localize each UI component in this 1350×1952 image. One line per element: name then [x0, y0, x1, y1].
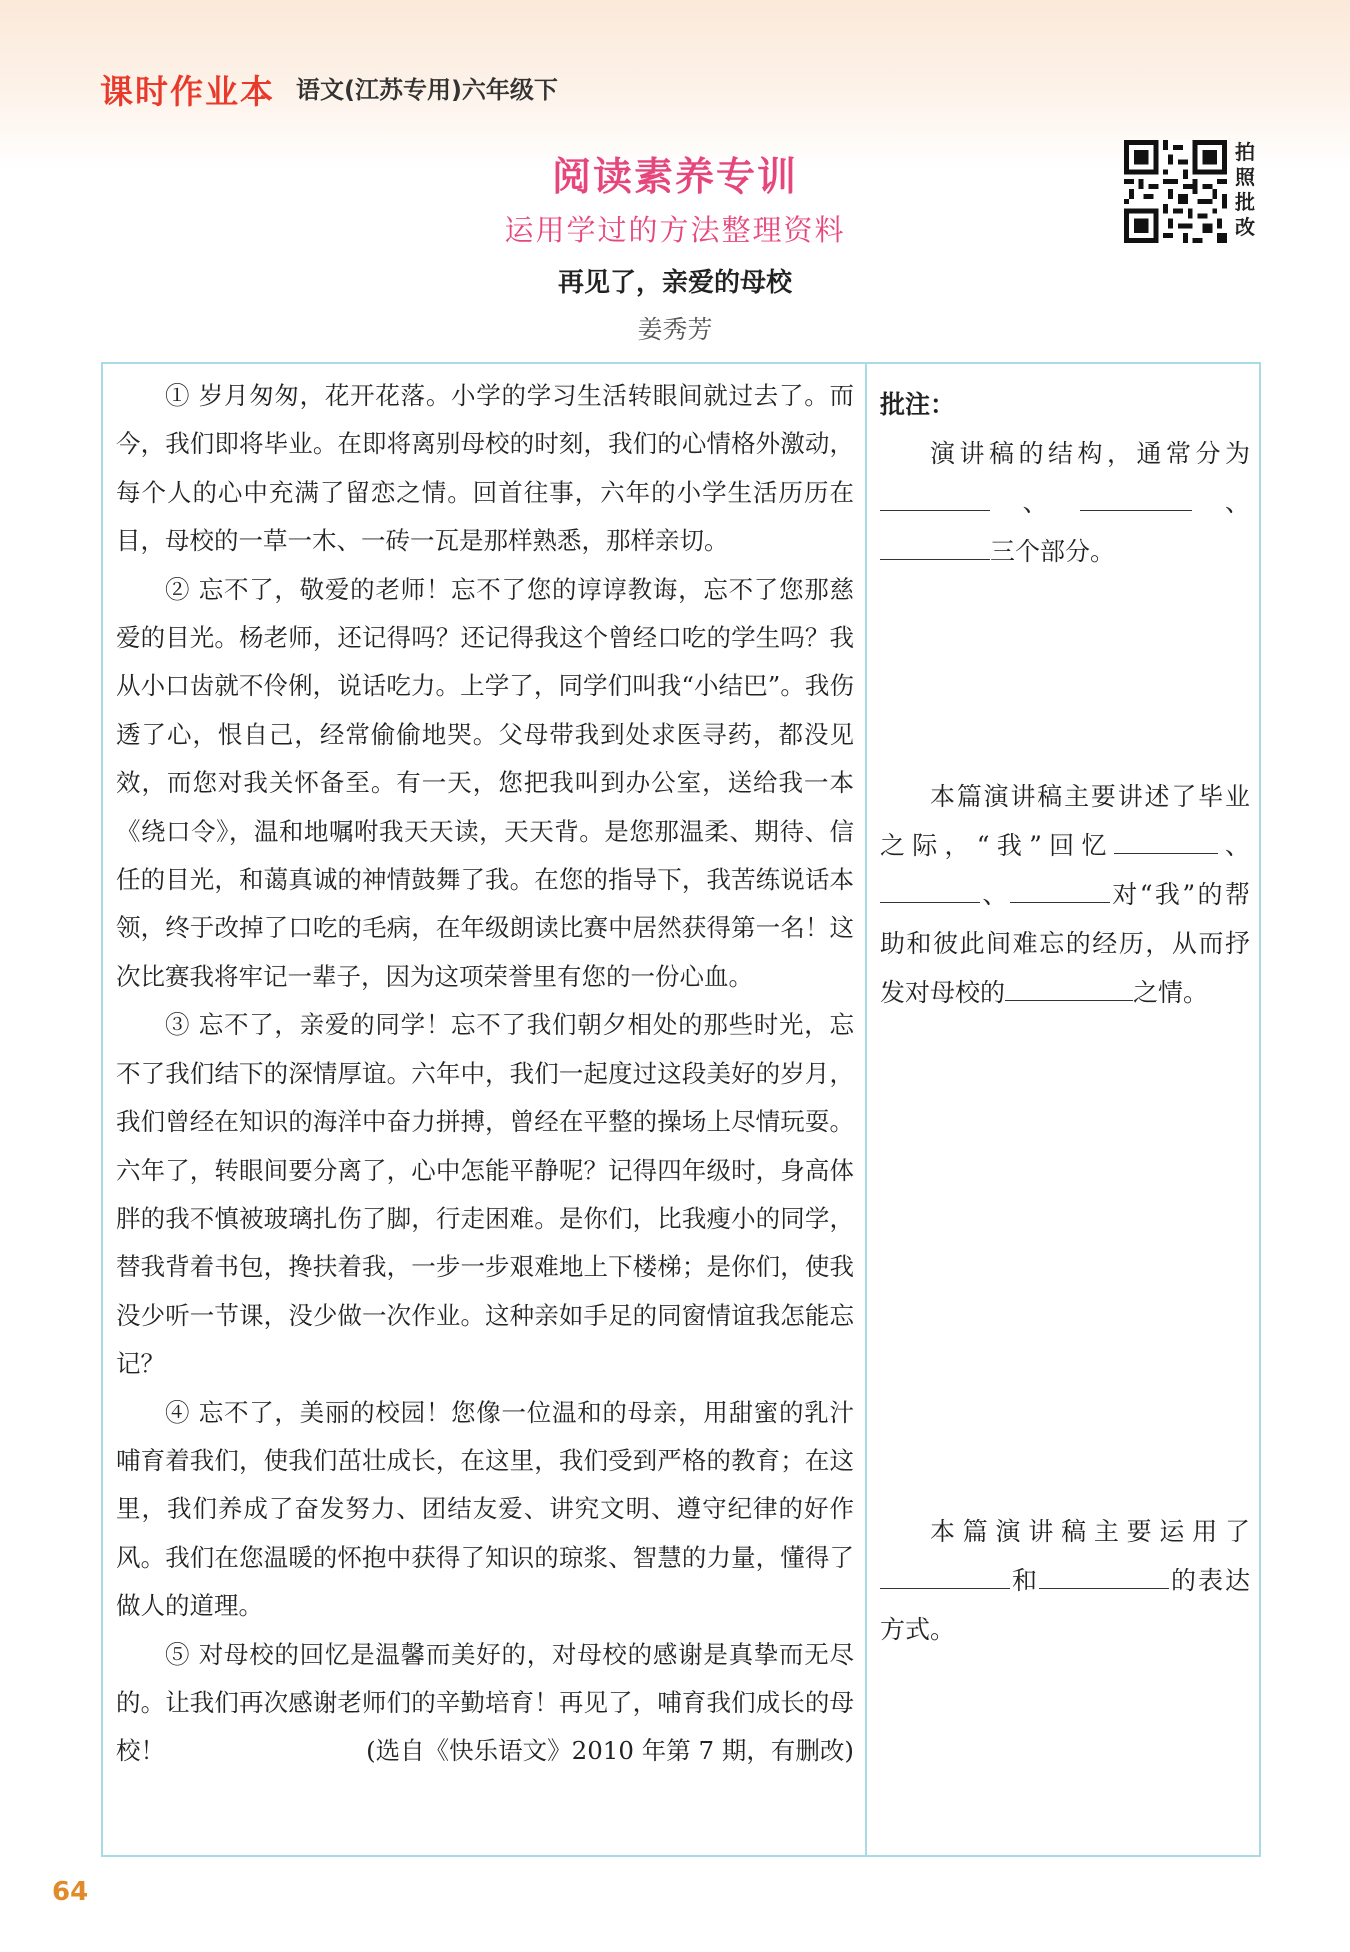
paragraph-5: [116, 1631, 854, 1776]
annotation-question-1: [880, 429, 1250, 576]
answer-blank[interactable]: [1039, 1564, 1169, 1589]
paragraph-4: ④ 忘不了，美丽的校园！您像一位温和的母亲，用甜蜜的乳汁哺育着我们，使我们茁壮成长，在这里，我们受到严格的教育；在这里，我们养成了奋发努力、团结友爱、讲究文明、遵守纪律的好作风。我们在您温暖的怀抱中获得了知识的琼浆、智慧的力量，懂得了做人的道理。: [116, 1397, 854, 1621]
answer-blank[interactable]: [880, 1564, 1010, 1589]
q2-text: 本篇演讲稿主要讲述了毕业之际，“我”回忆: [880, 782, 1250, 860]
q2-separator: 、: [1217, 831, 1250, 860]
answer-blank[interactable]: [1005, 976, 1133, 1001]
subject-label: 语文(江苏专用)六年级下: [296, 76, 558, 104]
answer-blank[interactable]: [880, 486, 990, 511]
answer-blank[interactable]: [1010, 878, 1110, 903]
qr-code-icon[interactable]: [1124, 140, 1227, 243]
source-citation: (选自《快乐语文》2010 年第 7 期，有删改): [366, 1736, 854, 1766]
q3-text: 和: [1010, 1566, 1039, 1595]
article-author: 姜秀芳: [637, 315, 713, 344]
annotation-column: [880, 380, 1250, 1654]
article-body: [116, 372, 854, 1776]
paragraph-1: ① 岁月匆匆，花开花落。小学的学习生活转眼间就过去了。而今，我们即将毕业。在即将离别母校的时刻，我们的心情格外激动，每个人的心中充满了留恋之情。回首往事，六年的小学生活历历在目，母校的一草一木、一砖一瓦是那样熟悉，那样亲切。: [116, 381, 854, 556]
annotation-question-3: [880, 1507, 1250, 1654]
answer-blank[interactable]: [880, 535, 990, 560]
q3-text: 本篇演讲稿主要运用了: [930, 1517, 1250, 1546]
section-subtitle: 运用学过的方法整理资料: [504, 213, 846, 247]
q2-text-end: 之情。: [1133, 978, 1209, 1007]
qr-caption-char: 拍: [1235, 140, 1255, 164]
q2-separator: 、: [980, 880, 1010, 909]
annotation-label: 批注：: [880, 390, 956, 419]
answer-blank[interactable]: [1114, 829, 1218, 854]
page-number: 64: [52, 1877, 89, 1907]
brand-title: 课时作业本: [100, 72, 275, 111]
annotation-question-2: [880, 772, 1250, 1017]
paragraph-3: ③ 忘不了，亲爱的同学！忘不了我们朝夕相处的那些时光，忘不了我们结下的深情厚谊。六年中，我们一起度过这段美好的岁月，我们曾经在知识的海洋中奋力拼搏，曾经在平整的操场上尽情玩耍。六年了，转眼间要分离了，心中怎能平静呢？记得四年级时，身高体胖的我不慎被玻璃扎伤了脚，行走困难。是你们，比我瘦小的同学，替我背着书包，搀扶着我，一步一步艰难地上下楼梯；是你们，使我没少听一节课，没少做一次作业。这种亲如手足的同窗情谊我怎能忘记？: [116, 1010, 854, 1379]
answer-blank[interactable]: [880, 878, 980, 903]
column-divider: [865, 362, 867, 1857]
qr-caption-char: 批: [1235, 190, 1255, 214]
answer-blank[interactable]: [1080, 486, 1192, 511]
qr-caption-char: 照: [1235, 165, 1255, 189]
q1-separator: 、: [1192, 488, 1250, 517]
q1-text-end: 三个部分。: [990, 537, 1116, 566]
article-title: 再见了，亲爱的母校: [557, 268, 792, 298]
paragraph-5-text: ⑤ 对母校的回忆是温馨而美好的，对母校的感谢是真挚而无尽的。让我们再次感谢老师们的辛勤培育！再见了，哺育我们成长的母校！: [116, 1639, 854, 1766]
q1-separator: 、: [990, 488, 1081, 517]
section-title: 阅读素养专训: [551, 155, 798, 200]
qr-caption: [1235, 140, 1263, 240]
q3-text-end: 的表达方式。: [880, 1566, 1250, 1644]
paragraph-2: ② 忘不了，敬爱的老师！忘不了您的谆谆教诲，忘不了您那慈爱的目光。杨老师，还记得吗？还记得我这个曾经口吃的学生吗？我从小口齿就不伶俐，说话吃力。上学了，同学们叫我“小结巴”。我伤透了心，恨自己，经常偷偷地哭。父母带我到处求医寻药，都没见效，而您对我关怀备至。有一天，您把我叫到办公室，送给我一本《绕口令》，温和地嘱咐我天天读，天天背。是您那温柔、期待、信任的目光，和蔼真诚的神情鼓舞了我。在您的指导下，我苦练说话本领，终于改掉了口吃的毛病，在年级朗读比赛中居然获得第一名！这次比赛我将牢记一辈子，因为这项荣誉里有您的一份心血。: [116, 574, 854, 991]
q2-text: 对“我”的帮助和彼此间难忘的经历，从而抒发对母校的: [880, 880, 1250, 1007]
qr-caption-char: 改: [1235, 215, 1255, 239]
q1-text: 演讲稿的结构，通常分为: [930, 439, 1250, 468]
